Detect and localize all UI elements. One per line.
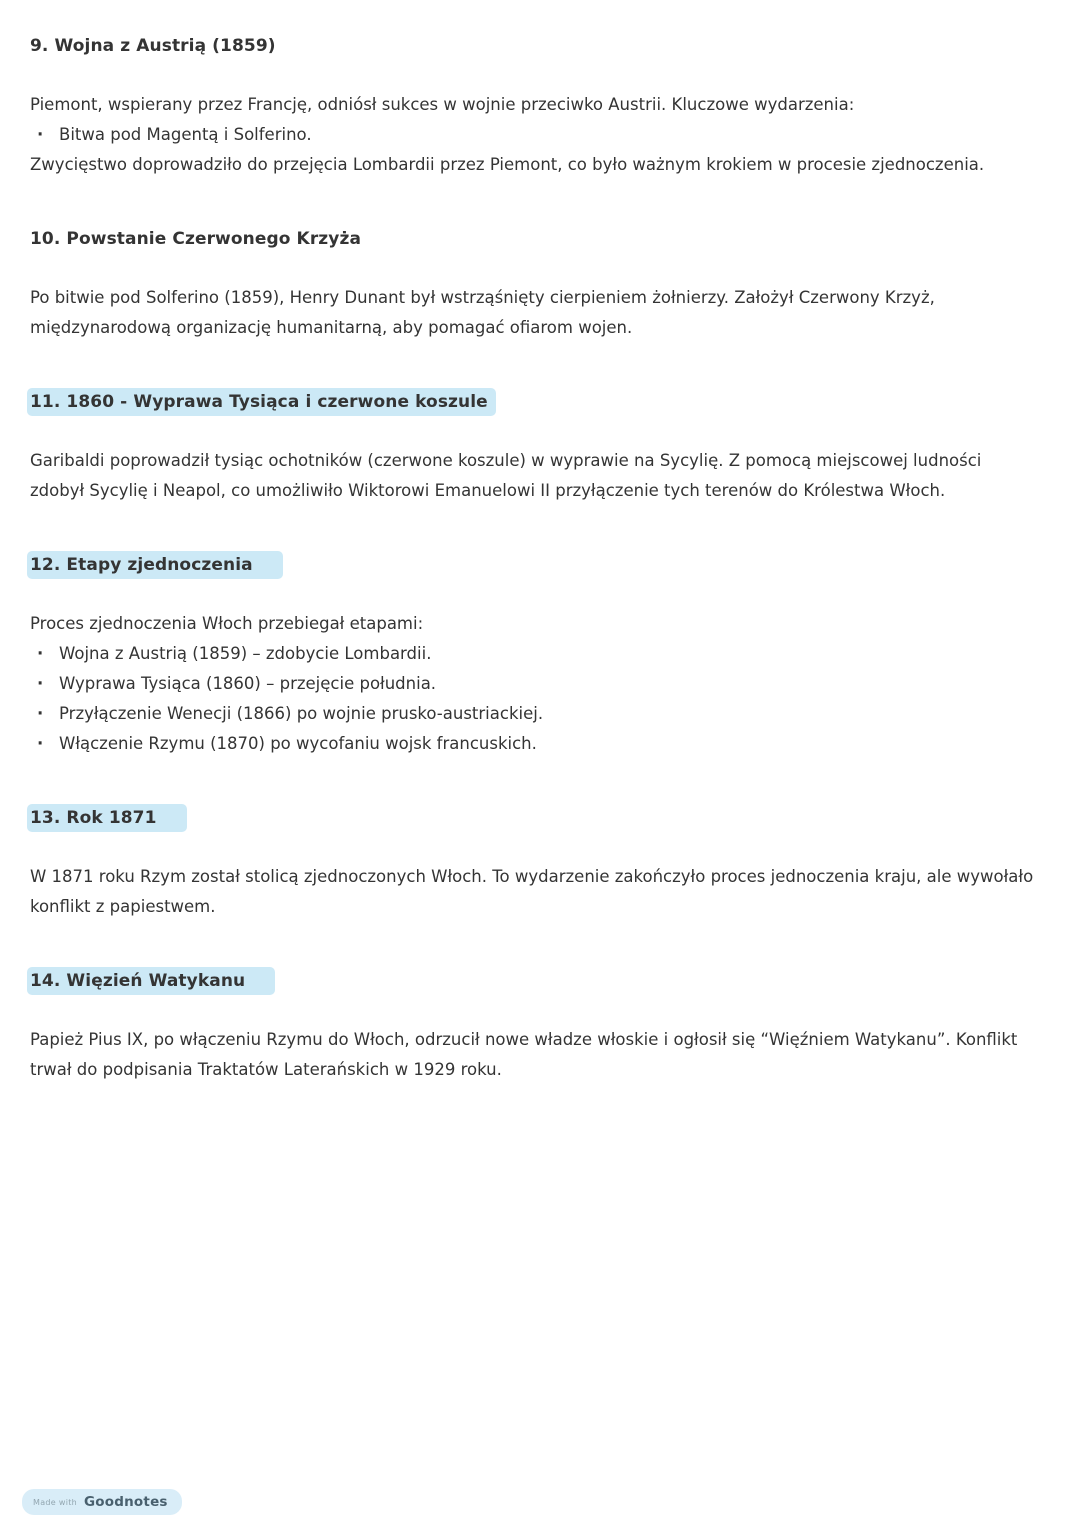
- paragraph: Garibaldi poprowadził tysiąc ochotników (czerwone koszule) w wyprawie na Sycylię. Z pomocą miejscowej ludności zdobył Sycylię i Neapol, co umożliwiło Wiktorowi Emanuelowi II przyłączenie tych terenów do Królestwa Włoch.: [30, 451, 982, 500]
- bullet-item: · Wojna z Austrią (1859) – zdobycie Lombardii.: [30, 639, 1036, 669]
- section-etapy-zjednoczenia: [30, 553, 1036, 759]
- goodnotes-logo-text: Goodnotes: [84, 1494, 168, 1510]
- section-heading: [30, 390, 1036, 414]
- section-heading: [30, 969, 1036, 993]
- heading-highlight: 13. Rok 1871: [27, 804, 187, 832]
- paragraph: Zwycięstwo doprowadziło do przejęcia Lombardii przez Piemont, co było ważnym krokiem w procesie zjednoczenia.: [30, 155, 985, 174]
- heading-text: 9. Wojna z Austrią (1859): [30, 36, 276, 56]
- paragraph: W 1871 roku Rzym został stolicą zjednoczonych Włoch. To wydarzenie zakończyło proces jednoczenia kraju, ale wywołało konflikt z papiestwem.: [30, 867, 1034, 916]
- bullet-list: [30, 120, 1036, 150]
- paragraph: Proces zjednoczenia Włoch przebiegał etapami:: [30, 614, 424, 633]
- made-with-label: Made with: [33, 1497, 78, 1507]
- goodnotes-badge[interactable]: [22, 1489, 182, 1515]
- section-heading: [30, 553, 1036, 577]
- section-wojna-z-austria: [30, 34, 1036, 180]
- section-heading: [30, 34, 1036, 58]
- heading-highlight: 11. 1860 - Wyprawa Tysiąca i czerwone koszule: [27, 388, 496, 416]
- paragraph: Po bitwie pod Solferino (1859), Henry Dunant był wstrząśnięty cierpieniem żołnierzy. Założył Czerwony Krzyż, międzynarodową organizację humanitarną, aby pomagać ofiarom wojen.: [30, 288, 935, 337]
- bullet-item: · Wyprawa Tysiąca (1860) – przejęcie południa.: [30, 669, 1036, 699]
- section-heading: [30, 227, 1036, 251]
- bullet-list: [30, 639, 1036, 759]
- section-heading: [30, 806, 1036, 830]
- paragraph: Piemont, wspierany przez Francję, odniósł sukces w wojnie przeciwko Austrii. Kluczowe wydarzenia:: [30, 95, 855, 114]
- section-powstanie-czerwonego-krzyza: [30, 227, 1036, 343]
- heading-text: 10. Powstanie Czerwonego Krzyża: [30, 229, 362, 249]
- heading-highlight: 14. Więzień Watykanu: [27, 967, 275, 995]
- section-rok-1871: [30, 806, 1036, 922]
- bullet-item: · Przyłączenie Wenecji (1866) po wojnie prusko-austriackiej.: [30, 699, 1036, 729]
- paragraph: Papież Pius IX, po włączeniu Rzymu do Włoch, odrzucił nowe władze włoskie i ogłosił się “Więźniem Watykanu”. Konflikt trwał do podpisania Traktatów Laterańskich w 1929 roku.: [30, 1030, 1018, 1079]
- heading-highlight: 12. Etapy zjednoczenia: [27, 551, 283, 579]
- bullet-item: · Bitwa pod Magentą i Solferino.: [30, 120, 1036, 150]
- section-wyprawa-tysiaca: [30, 390, 1036, 506]
- bullet-item: · Włączenie Rzymu (1870) po wycofaniu wojsk francuskich.: [30, 729, 1036, 759]
- section-wiezien-watykanu: [30, 969, 1036, 1085]
